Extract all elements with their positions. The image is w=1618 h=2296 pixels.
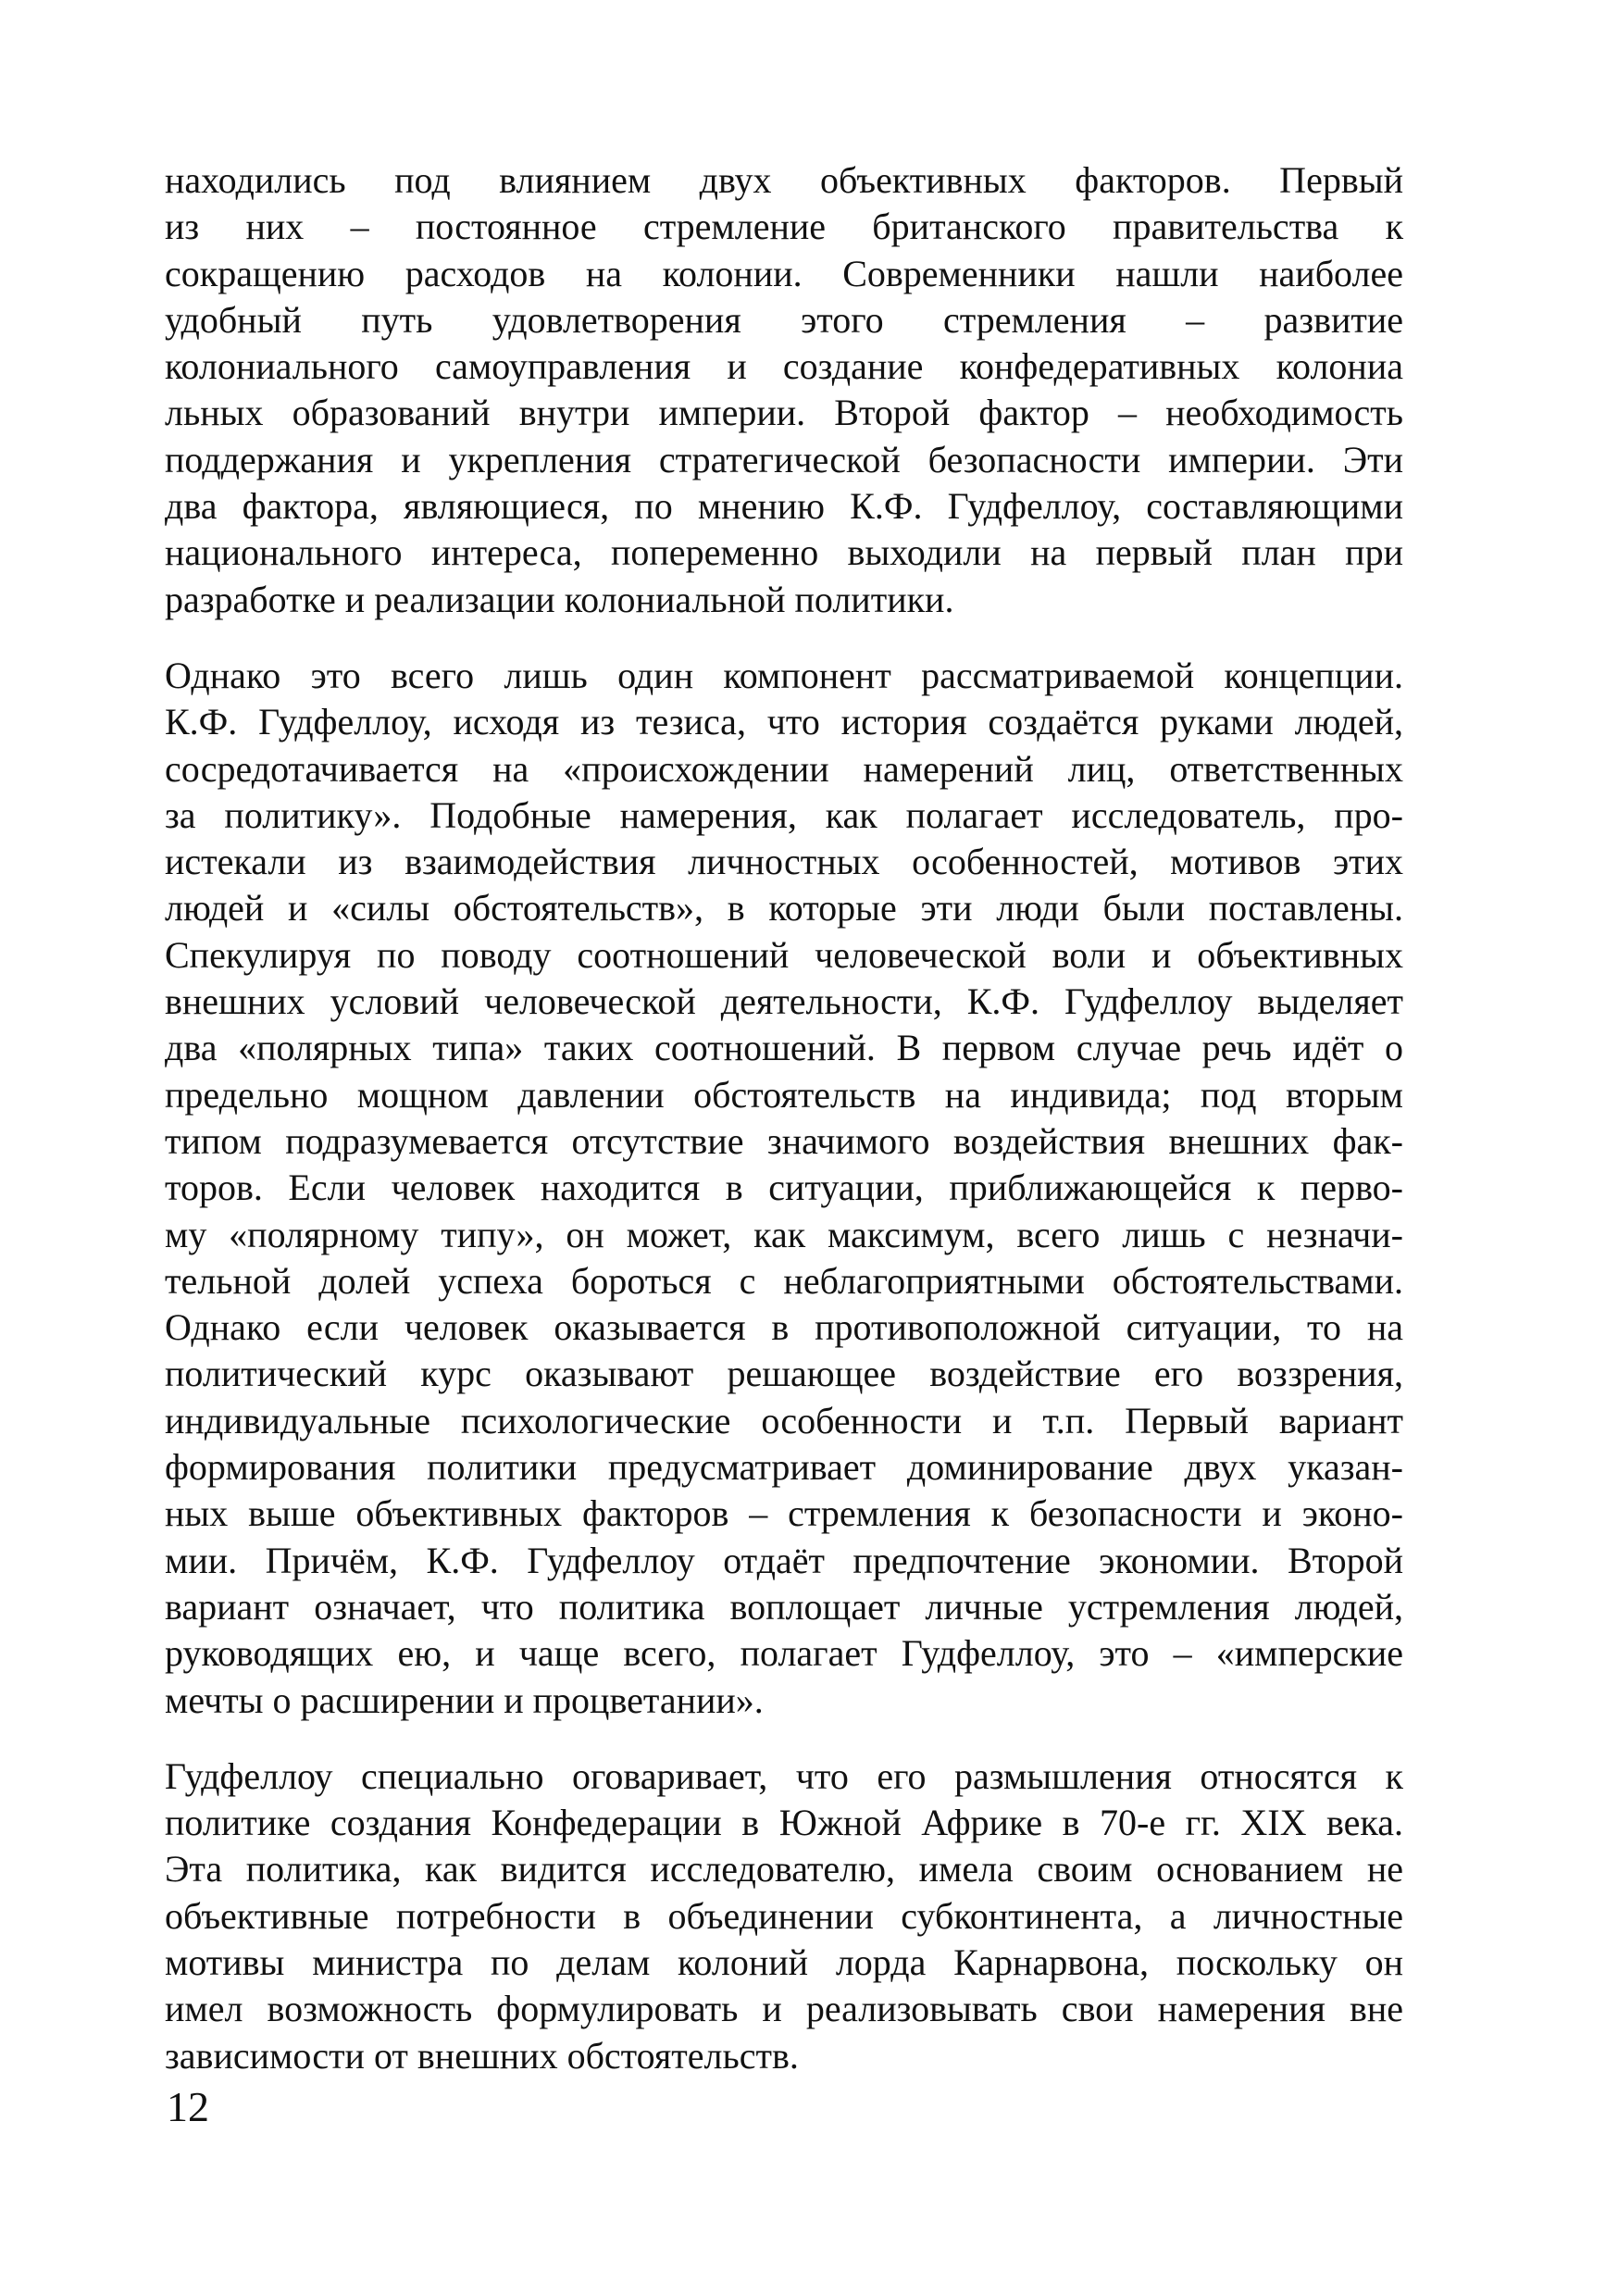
text-line: за политику». Подобные намерения, как полагает исследователь, про-	[165, 793, 1403, 836]
text-line: Однако если человек оказывается в противоположной ситуации, то на	[165, 1306, 1403, 1349]
text-line: ных выше объективных факторов – стремления к безопасности и эконо-	[165, 1492, 1403, 1535]
paragraph-1	[165, 157, 1403, 623]
text-line: Гудфеллоу специально оговаривает, что его размышления относятся к	[165, 1754, 1403, 1797]
text-line: К.Ф. Гудфеллоу, исходя из тезиса, что история создаётся руками людей,	[165, 701, 1403, 743]
text-line: истекали из взаимодействия личностных особенностей, мотивов этих	[165, 841, 1403, 883]
text-line: льных образований внутри империи. Второй фактор – необходимость	[165, 392, 1403, 434]
text-line: поддержания и укрепления стратегической безопасности империи. Эти	[165, 438, 1403, 480]
text-line: му «полярному типу», он может, как максимум, всего лишь с незначи-	[165, 1213, 1403, 1255]
text-line: тельной долей успеха бороться с неблагоприятными обстоятельствами.	[165, 1259, 1403, 1302]
text-line: торов. Если человек находится в ситуации, приближающейся к перво-	[165, 1167, 1403, 1209]
text-line: колониального самоуправления и создание конфедеративных колониа	[165, 345, 1403, 388]
text-line: предельно мощном давлении обстоятельств на индивида; под вторым	[165, 1073, 1403, 1116]
text-line: удобный путь удовлетворения этого стремления – развитие	[165, 298, 1403, 341]
text-line: два фактора, являющиеся, по мнению К.Ф. Гудфеллоу, составляющими	[165, 485, 1403, 528]
text-line: Однако это всего лишь один компонент рассматриваемой концепции.	[165, 654, 1403, 696]
text-line: разработке и реализации колониальной политики.	[165, 578, 954, 620]
text-line: людей и «силы обстоятельств», в которые эти люди были поставлены.	[165, 887, 1403, 930]
text-line: два «полярных типа» таких соотношений. В первом случае речь идёт о	[165, 1027, 1403, 1069]
text-line: мотивы министра по делам колоний лорда Карнарвона, поскольку он	[165, 1940, 1403, 1983]
text-line: мечты о расширении и процветании».	[165, 1678, 764, 1721]
text-column	[165, 157, 1403, 2109]
text-line: политический курс оказывают решающее воздействие его воззрения,	[165, 1353, 1403, 1395]
text-line: находились под влиянием двух объективных факторов. Первый	[165, 159, 1403, 201]
text-line: Эта политика, как видится исследователю, имела своим основанием не	[165, 1848, 1403, 1890]
text-line: политике создания Конфедерации в Южной Африке в 70-е гг. XIX века.	[165, 1802, 1403, 1844]
text-line: имел возможность формулировать и реализовывать свои намерения вне	[165, 1988, 1403, 2030]
text-line: типом подразумевается отсутствие значимого воздействия внешних фак-	[165, 1119, 1403, 1162]
paragraph-2	[165, 653, 1403, 1724]
text-line: объективные потребности в объединении субконтинента, а личностные	[165, 1894, 1403, 1937]
text-line: зависимости от внешних обстоятельств.	[165, 2034, 799, 2077]
text-line: внешних условий человеческой деятельности, К.Ф. Гудфеллоу выделяет	[165, 980, 1403, 1023]
text-line: индивидуальные психологические особенности и т.п. Первый вариант	[165, 1399, 1403, 1441]
text-line: вариант означает, что политика воплощает личные устремления людей,	[165, 1585, 1403, 1628]
text-line: Спекулируя по поводу соотношений человеческой воли и объективных	[165, 933, 1403, 976]
text-line: из них – постоянное стремление британского правительства к	[165, 206, 1403, 248]
text-line: сосредотачивается на «происхождении намерений лиц, ответственных	[165, 747, 1403, 790]
paragraph-3	[165, 1753, 1403, 2079]
text-line: сокращению расходов на колонии. Современники нашли наиболее	[165, 252, 1403, 294]
page-number: 12	[167, 2083, 209, 2130]
text-line: мии. Причём, К.Ф. Гудфеллоу отдаёт предпочтение экономии. Второй	[165, 1539, 1403, 1581]
text-line: руководящих ею, и чаще всего, полагает Гудфеллоу, это – «имперские	[165, 1632, 1403, 1675]
text-line: национального интереса, попеременно выходили на первый план при	[165, 531, 1403, 574]
text-line: формирования политики предусматривает доминирование двух указан-	[165, 1446, 1403, 1489]
